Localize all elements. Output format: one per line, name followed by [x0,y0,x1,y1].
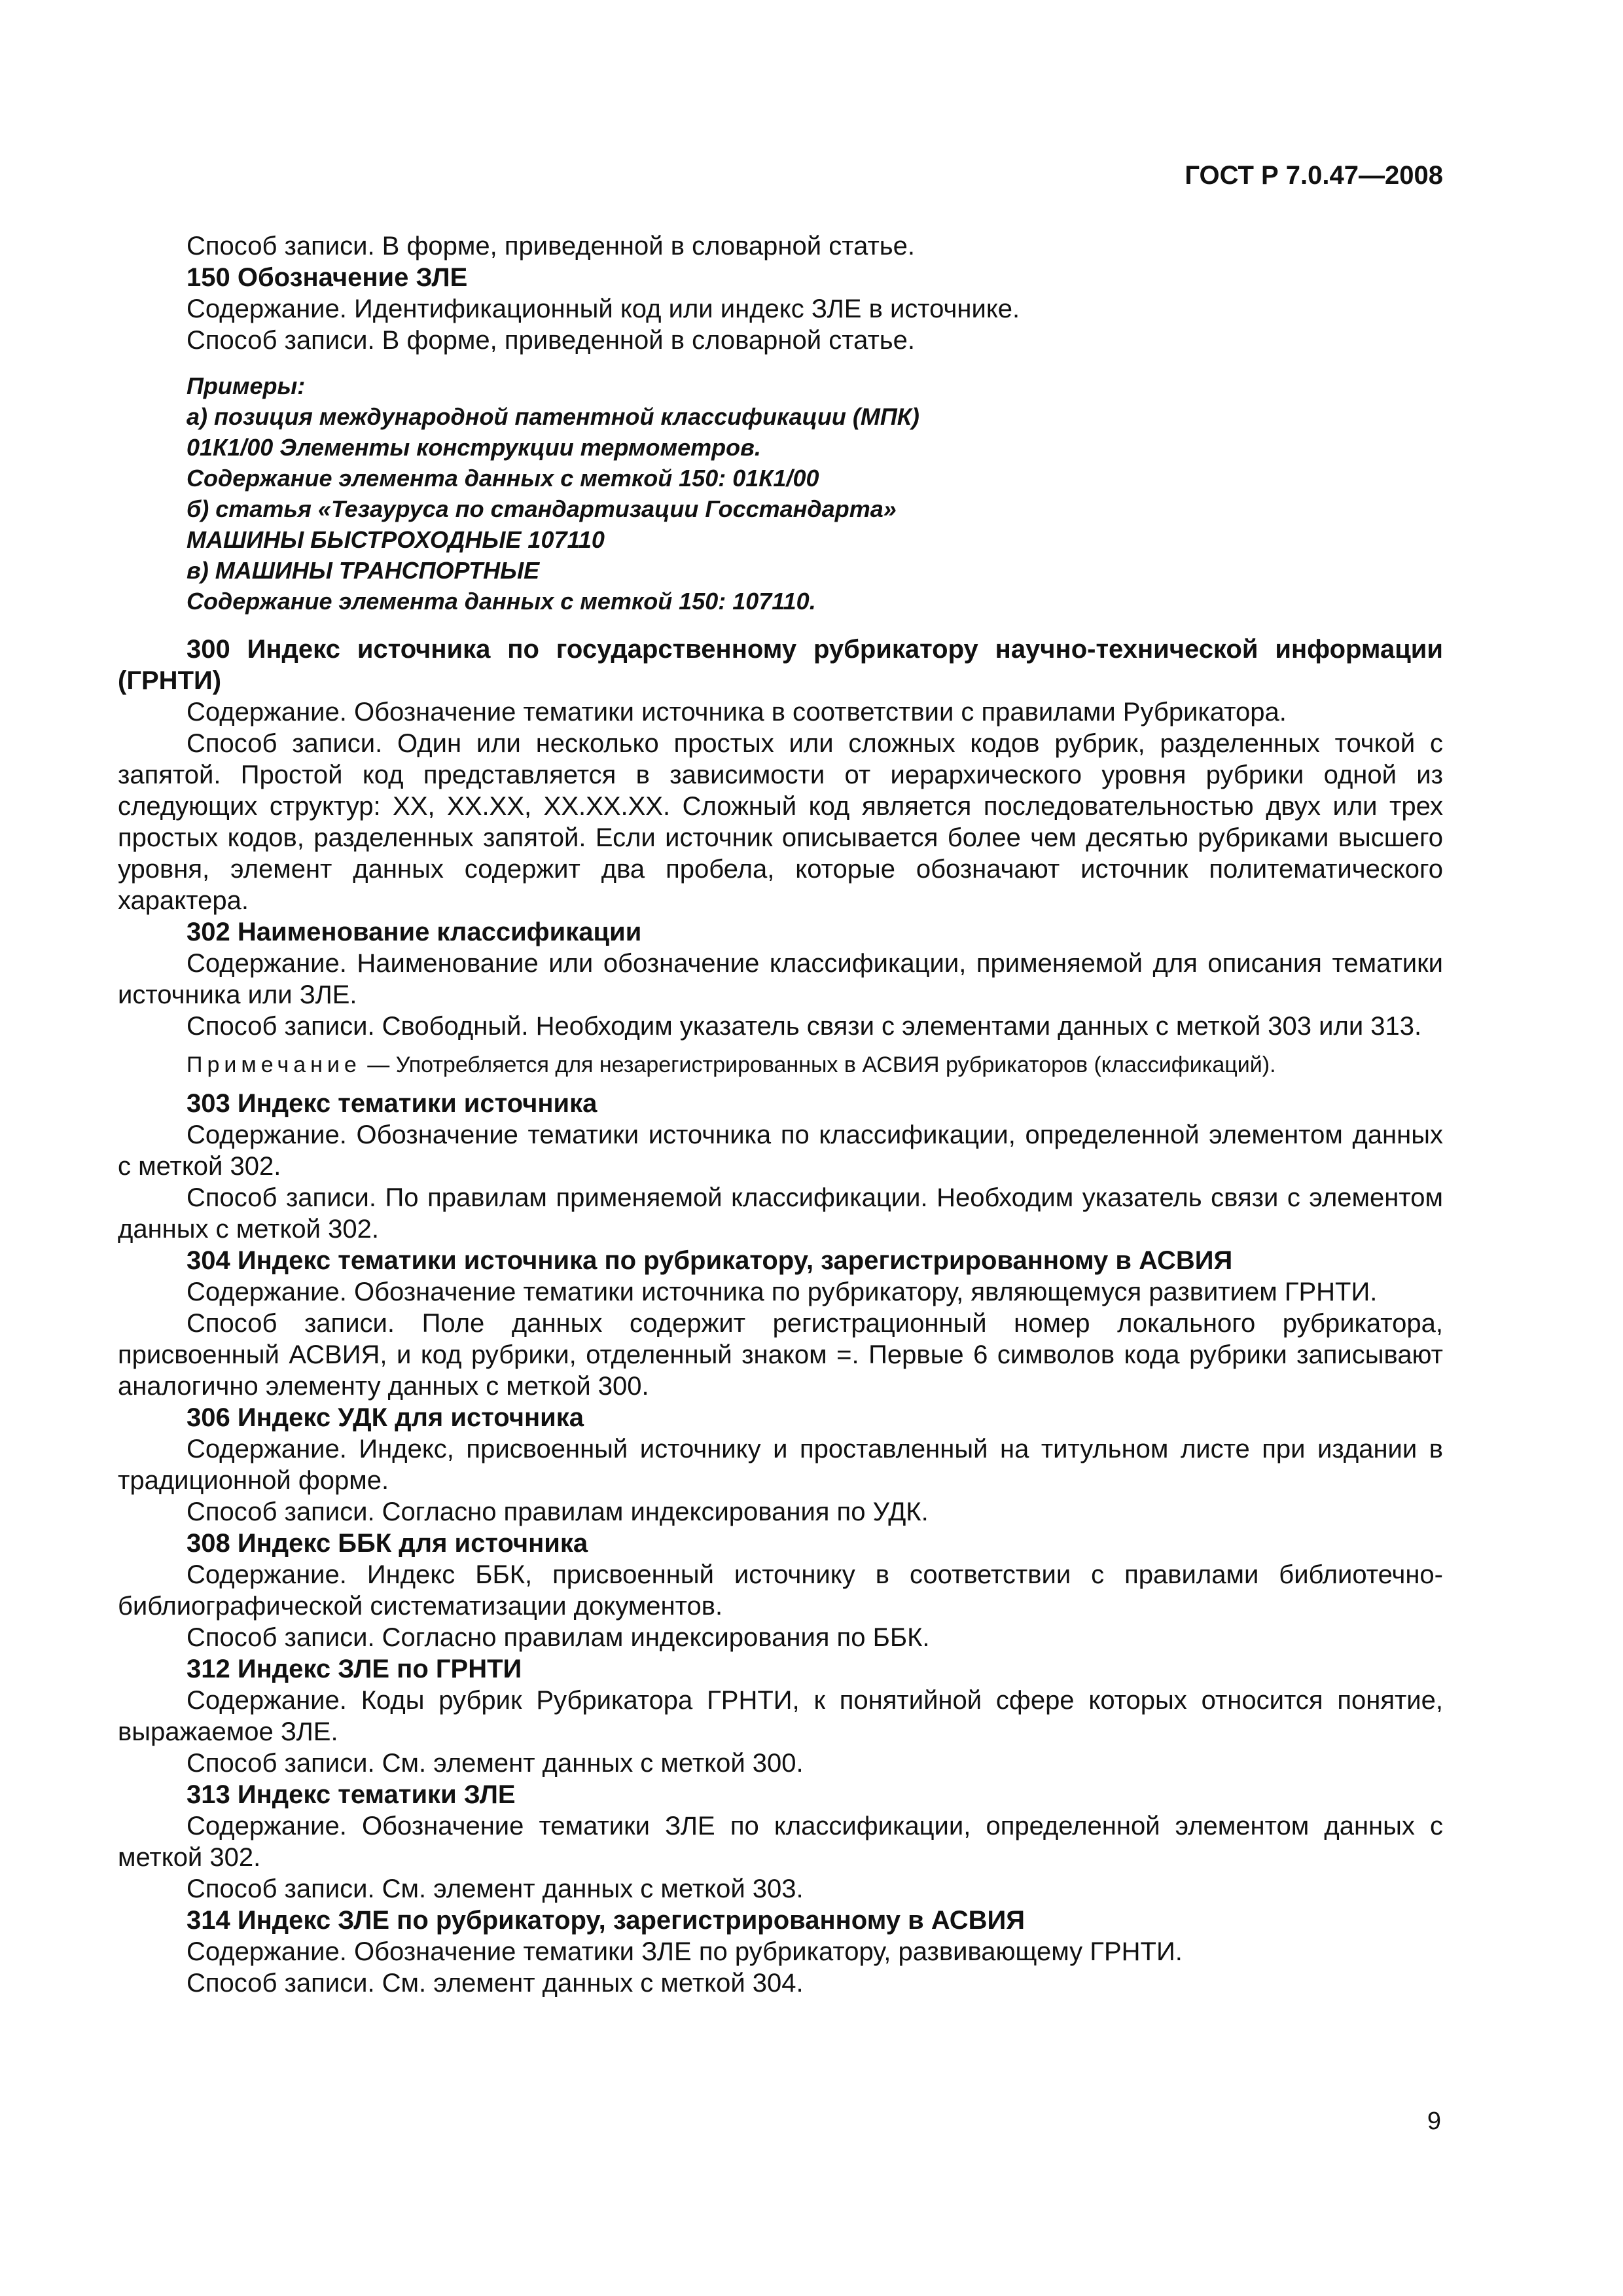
paragraph-method: Способ записи. Один или несколько простых или сложных кодов рубрик, разделенных точкой с запятой. Простой код представляется в зависимости от иерархического уровня рубрики одной из следующих структур: XX, XX.XX, XX.XX.XX. Сложный код является последовательностью двух или трех простых кодов, разделенных запятой. Если источник описывается более чем десятью рубриками высшего уровня, элемент данных содержит два пробела, которые обозначают источник политематического характера. [118,729,1443,915]
paragraph-content: Содержание. Идентификационный код или индекс ЗЛЕ в источнике. [187,295,1020,323]
paragraph-method: Способ записи. Свободный. Необходим указатель связи с элементами данных с меткой 303 или 313. [187,1012,1422,1041]
paragraph-method: Способ записи. См. элемент данных с меткой 303. [187,1874,804,1903]
section-title: 304 Индекс тематики источника по рубрикатору, зарегистрированному в АСВИЯ [187,1246,1233,1275]
example-line: Содержание элемента данных с меткой 150: 01К1/00 [187,465,819,492]
example-line: 01К1/00 Элементы конструкции термометров. [187,434,761,461]
examples-block [118,370,1443,617]
note-text: — Употребляется для незарегистрированных в АСВИЯ рубрикаторов (классификаций). [361,1052,1276,1077]
example-line: Содержание элемента данных с меткой 150: 107110. [187,588,816,615]
section-303 [118,1088,1443,1245]
section-title: 308 Индекс ББК для источника [187,1529,588,1558]
paragraph-content: Содержание. Наименование или обозначение классификации, применяемой для описания тематики источника или ЗЛЕ. [118,949,1443,1009]
paragraph-method: Способ записи. См. элемент данных с меткой 304. [187,1969,804,1998]
paragraph-content: Содержание. Индекс, присвоенный источнику и проставленный на титульном листе при издании в традиционной форме. [118,1435,1443,1495]
section-title: 306 Индекс УДК для источника [187,1403,584,1432]
paragraph-content: Содержание. Обозначение тематики ЗЛЕ по рубрикатору, развивающему ГРНТИ. [187,1937,1183,1966]
section-title: 302 Наименование классификации [187,918,642,946]
section-302 [118,916,1443,1080]
section-312 [118,1653,1443,1779]
section-title: 314 Индекс ЗЛЕ по рубрикатору, зарегистрированному в АСВИЯ [187,1906,1025,1935]
paragraph-method: Способ записи. Поле данных содержит регистрационный номер локального рубрикатора, присвоенный АСВИЯ, и код рубрики, отделенный знаком =. Первые 6 символов кода рубрики записывают аналогично элементу данных с меткой 300. [118,1309,1443,1401]
paragraph-method: Способ записи. В форме, приведенной в словарной статье. [187,232,915,260]
example-line: МАШИНЫ БЫСТРОХОДНЫЕ 107110 [187,526,605,553]
section-306 [118,1402,1443,1528]
section-304 [118,1245,1443,1402]
note [118,1050,1443,1080]
examples-label: Примеры: [187,372,306,399]
example-line: в) МАШИНЫ ТРАНСПОРТНЫЕ [187,557,540,584]
section-title: 313 Индекс тематики ЗЛЕ [187,1780,516,1809]
paragraph-method: Способ записи. Согласно правилам индексирования по УДК. [187,1498,929,1526]
example-line: б) статья «Тезауруса по стандартизации Госстандарта» [187,495,897,522]
paragraph-method: Способ записи. См. элемент данных с меткой 300. [187,1749,804,1778]
paragraph-content: Содержание. Обозначение тематики источника в соответствии с правилами Рубрикатора. [187,698,1287,726]
section-150 [118,262,1443,356]
section-title: 150 Обозначение ЗЛЕ [187,263,468,292]
section-300 [118,634,1443,916]
section-title: 303 Индекс тематики источника [187,1089,597,1118]
paragraph-content: Содержание. Обозначение тематики источника по рубрикатору, являющемуся развитием ГРНТИ. [187,1278,1378,1306]
paragraph-method: Способ записи. По правилам применяемой классификации. Необходим указатель связи с элементом данных с меткой 302. [118,1183,1443,1244]
paragraph-method: Способ записи. В форме, приведенной в словарной статье. [187,326,915,355]
section-313 [118,1779,1443,1905]
paragraph-content: Содержание. Обозначение тематики источника по классификации, определенной элементом данных с меткой 302. [118,1121,1443,1181]
section-314 [118,1905,1443,1999]
section-308 [118,1528,1443,1653]
paragraph-content: Содержание. Индекс ББК, присвоенный источнику в соответствии с правилами библиотечно-библиографической систематизации документов. [118,1560,1443,1621]
section-title: 312 Индекс ЗЛЕ по ГРНТИ [187,1655,522,1683]
paragraph-content: Содержание. Обозначение тематики ЗЛЕ по классификации, определенной элементом данных с меткой 302. [118,1812,1443,1872]
page-number: 9 [1427,2108,1441,2135]
paragraph-content: Содержание. Коды рубрик Рубрикатора ГРНТИ, к понятийной сфере которых относится понятие, выражаемое ЗЛЕ. [118,1686,1443,1746]
paragraph-method: Способ записи. Согласно правилам индексирования по ББК. [187,1623,930,1652]
note-label: Примечание [187,1052,361,1077]
document-header: ГОСТ Р 7.0.47—2008 [1185,161,1443,190]
section-title: 300 Индекс источника по государственному рубрикатору научно-технической информации (ГРНТИ) [118,635,1443,695]
document-body [118,230,1443,1999]
example-line: а) позиция международной патентной классификации (МПК) [187,403,919,430]
